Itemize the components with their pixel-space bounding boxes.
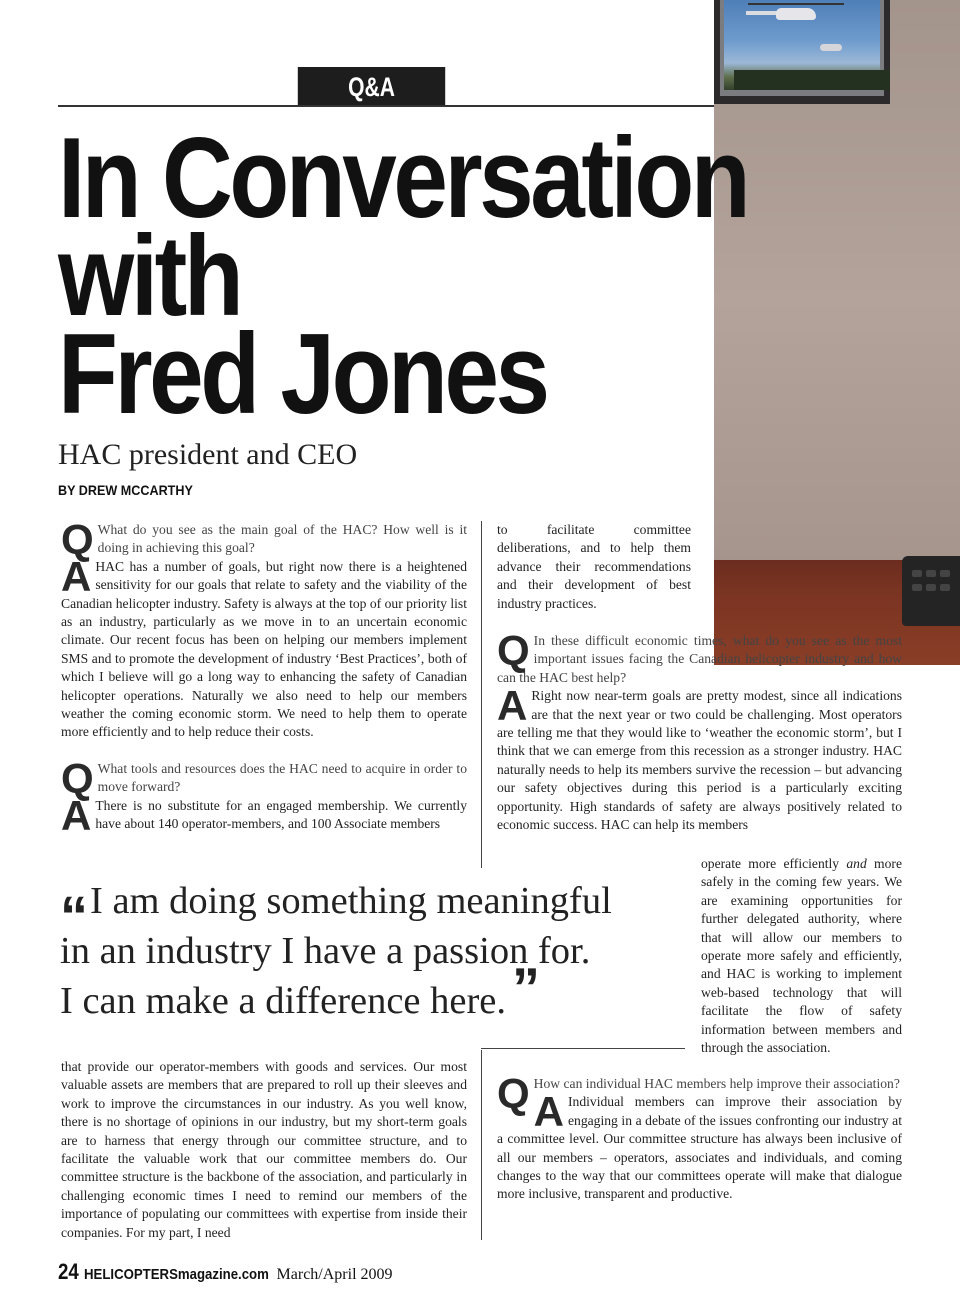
question-drop-cap: Q (497, 1070, 530, 1117)
question-1: Q What do you see as the main goal of the HAC? How well is it doing in achieving this goal? (61, 516, 467, 563)
column-divider (481, 521, 482, 868)
article-column-2-wrap (701, 855, 902, 1057)
article-column-2-top (497, 521, 691, 613)
answer-1: AHAC has a number of goals, but right now there is a heightened sensitivity for our goals that relate to safety and the viability of the Canadian helicopter industry. Safety is always at the top of our priority list as an industry, particularly as we move in to an uncertain economic climate. Our recent focus has been on helping our members implement SMS and to promote the development of industry ‘Best Practices’, both of which I believe will go a long way to enhancing the safety of Canadian helicopter operations. Naturally we also need to help our members weather the coming economic storm. We need to help them to operate more efficiently and to help reduce their costs. (61, 552, 467, 740)
answer-2: A There is no substitute for an engaged membership. We currently have about 140 operator-members, and 100 Associate members (61, 791, 467, 839)
pull-quote-line: “I am doing something meaningful (60, 880, 612, 947)
section-rule (481, 1048, 685, 1049)
tail-shape (746, 11, 780, 15)
pull-quote (60, 876, 700, 1026)
article-column-2-bottom (497, 1070, 902, 1204)
byline: BY DREW MCCARTHY (58, 482, 193, 498)
magazine-url: HELICOPTERSmagazine.com (84, 1266, 270, 1283)
issue-date: March/April 2009 (276, 1266, 393, 1283)
article-column-1-bottom (61, 1058, 467, 1242)
article-column-2-middle (497, 627, 902, 834)
question-4: Q How can individual HAC members help improve their association? (497, 1070, 900, 1117)
answer-drop-cap: A (61, 791, 92, 839)
answer-drop-cap: A (61, 552, 92, 600)
question-2: Q What tools and resources does the HAC need to acquire in order to move forward? (61, 754, 467, 802)
header-photo (714, 0, 960, 665)
question-3: Q In these difficult economic times, what do you see as the most important issues facing the Canadian helicopter industry and how can the HAC best help? (497, 627, 902, 685)
article-column-1-top (61, 516, 467, 839)
answer-2-continued: to facilitate committee deliberations, and to help them advance their recommendations and their development of best industry practices. (497, 522, 691, 611)
headline (58, 115, 748, 438)
headline-line-1: In Conversation (58, 115, 748, 242)
answer-2-middle: that provide our operator-members with goods and services. Our most valuable assets are members that are prepared to roll up their sleeves and work to improve the circumstances in our industry. As you well know, there is no shortage of opinions in our industry, but my short-term goals are to harness that energy through our committee structure, and to facilitate the valuable work that our committee members do. Our committee structure is the backbone of the association, and particularly in challenging economic times I need to remind our members of the importance of populating our committees with expertise from inside their companies. For my part, I need (61, 1059, 467, 1240)
page-footer (58, 1259, 393, 1285)
open-quote-icon: “ (60, 884, 88, 947)
answer-3-continued: operate more efficiently and more safely in the coming few years. We are examining opportunities for further delegated authority, where that will allow our members to operate more safely and efficiently, and HAC is working to implement web-based technology that will facilitate the flow of safety information between members and through the association. (701, 856, 902, 1056)
headline-line-2: with (58, 213, 241, 340)
question-drop-cap: Q (61, 516, 94, 563)
headline-line-3: Fred Jones (58, 311, 547, 438)
answer-4: A Individual members can improve their association by engaging in a debate of the issues confronting our industry at a committee level. Our committee structure has always been inclusive of all our members – operators, associates and individuals, and coming changes to the way that our committees operate will make that dialogue more inclusive, transparent and productive. (497, 1088, 902, 1202)
header-rule (58, 105, 714, 107)
helicopter-icon (776, 8, 816, 20)
page-number: 24 (58, 1259, 79, 1284)
answer-drop-cap: A (533, 1088, 565, 1136)
pull-quote-line: I can make a difference here. ” (60, 956, 541, 1022)
question-drop-cap: Q (497, 627, 530, 674)
subtitle: HAC president and CEO (58, 438, 358, 471)
column-divider (481, 1050, 482, 1240)
helicopter-painting (724, 0, 880, 90)
answer-3: A Right now near-term goals are pretty modest, since all indications are that the next year or two could be challenging. Most operators are telling me that they would like to ‘weather the economic storm’, but I think that we can emerge from this recession as a stronger industry. HAC naturally needs to help its members survive the recession – but advancing our safety objectives during this period is a particularly exciting opportunity. High standards of safety are always positively related to economic success. HAC can help its members (497, 682, 902, 833)
close-quote-icon: ” (512, 956, 541, 1019)
tree-line (734, 70, 890, 90)
answer-drop-cap: A (497, 682, 528, 730)
helicopter-icon (820, 44, 842, 51)
desk-phone (902, 556, 960, 626)
question-drop-cap: Q (61, 754, 94, 802)
framed-picture (714, 0, 890, 104)
rotor-shape (748, 3, 844, 5)
section-label: Q&A (298, 67, 445, 106)
pull-quote-line: in an industry I have a passion for. (60, 930, 591, 972)
